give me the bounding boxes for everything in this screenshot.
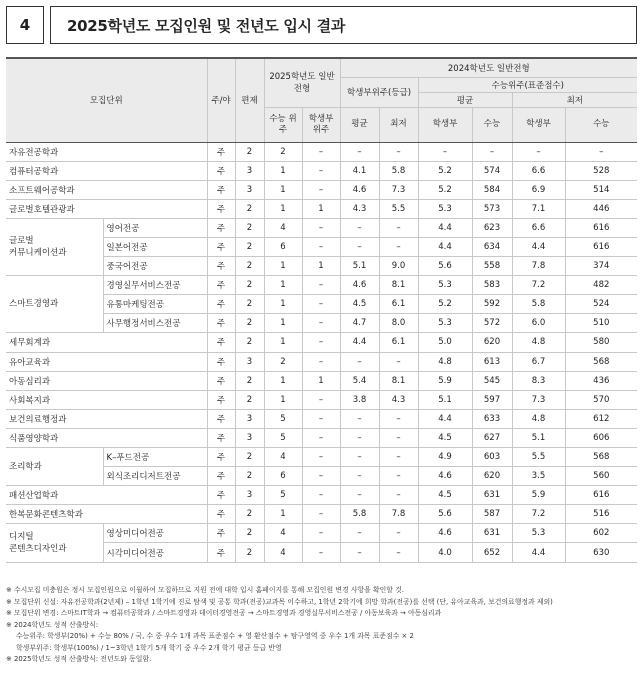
cell-s25: 1 — [264, 371, 302, 390]
cell-pj: 2 — [235, 448, 264, 467]
footnote: ※ 모집단위 신설: 자유전공학과(2년제) – 1학년 1학기에 진로 탐색 및 공통 학과(전공)교과목 이수하고, 1학년 2학기에 희망 학과(전공)를 선택 (단, 유아교육과, 보건의료행정과 제외) — [6, 597, 553, 606]
cell-dn: 주 — [207, 486, 235, 505]
header-suneung-standard: 수능위주(표준점수) — [418, 77, 637, 92]
cell-s25: 6 — [264, 467, 302, 486]
cell-ha: 5.8 — [340, 505, 379, 524]
cell-sm-h: 5.1 — [512, 428, 565, 447]
page-title: 2025학년도 모집인원 및 전년도 입시 결과 — [50, 6, 637, 44]
cell-s25: 5 — [264, 428, 302, 447]
cell-pj: 2 — [235, 543, 264, 562]
cell-ha: 4.7 — [340, 314, 379, 333]
cell-h25: – — [302, 276, 340, 295]
cell-sa-h: 5.2 — [418, 180, 472, 199]
cell-dn: 주 — [207, 371, 235, 390]
cell-hm: 8.0 — [379, 314, 418, 333]
header-unit: 모집단위 — [6, 58, 207, 142]
cell-sm-s: 560 — [565, 467, 637, 486]
cell-sm-s: 616 — [565, 218, 637, 237]
cell-sm-h: 6.0 — [512, 314, 565, 333]
footnote: ※ 2024학년도 성적 산출방식: — [6, 620, 99, 629]
header-student-record-focus: 학생부 위주 — [302, 107, 340, 142]
cell-sa-h: 5.9 — [418, 371, 472, 390]
cell-sa-h: – — [418, 142, 472, 161]
unit-name: 사회복지과 — [6, 390, 207, 409]
cell-dn: 주 — [207, 428, 235, 447]
cell-ha: – — [340, 543, 379, 562]
cell-dn: 주 — [207, 543, 235, 562]
header-grade-minimum: 최저 — [379, 107, 418, 142]
table-row — [6, 276, 637, 295]
department-group: 글로벌 커뮤니케이션과 — [6, 218, 103, 275]
cell-pj: 3 — [235, 486, 264, 505]
cell-sa-s: – — [472, 142, 512, 161]
page-header — [6, 6, 637, 44]
cell-sm-h: 7.3 — [512, 390, 565, 409]
cell-sm-s: 528 — [565, 161, 637, 180]
table-row — [6, 142, 637, 161]
cell-ha: – — [340, 237, 379, 256]
unit-name: 컴퓨터공학과 — [6, 161, 207, 180]
cell-sa-h: 5.0 — [418, 333, 472, 352]
footnote: ※ 2025학년도 성적 산출방식: 전년도와 동일함. — [6, 655, 152, 663]
footnote: ※ 모집단위 변경: 스마트IT학과 → 컴퓨터공학과 / 스마트경영과 데이터경영전공 → 스마트경영과 경영실무서비스전공 / 아동보육과 → 아동심리과 — [6, 609, 442, 617]
cell-sa-h: 4.8 — [418, 352, 472, 371]
header-avg-student-record: 학생부 — [418, 107, 472, 142]
cell-h25: – — [302, 409, 340, 428]
cell-dn: 주 — [207, 524, 235, 543]
cell-sa-s: 573 — [472, 199, 512, 218]
cell-h25: – — [302, 314, 340, 333]
cell-sm-s: 630 — [565, 543, 637, 562]
cell-dn: 주 — [207, 390, 235, 409]
unit-name: 사무행정서비스전공 — [103, 314, 207, 333]
cell-hm: 5.5 — [379, 199, 418, 218]
cell-ha: – — [340, 142, 379, 161]
cell-sm-h: 4.8 — [512, 333, 565, 352]
cell-sa-s: 634 — [472, 237, 512, 256]
table-row — [6, 371, 637, 390]
cell-s25: 2 — [264, 142, 302, 161]
cell-sa-h: 4.5 — [418, 486, 472, 505]
cell-hm: – — [379, 352, 418, 371]
cell-sm-h: 3.5 — [512, 467, 565, 486]
cell-sa-s: 545 — [472, 371, 512, 390]
cell-s25: 1 — [264, 180, 302, 199]
cell-pj: 2 — [235, 390, 264, 409]
header-suneung-minimum: 최저 — [512, 92, 637, 107]
cell-dn: 주 — [207, 314, 235, 333]
unit-name: 일본어전공 — [103, 237, 207, 256]
unit-name: 식품영양학과 — [6, 428, 207, 447]
unit-name: 유통마케팅전공 — [103, 295, 207, 314]
cell-sm-s: 616 — [565, 486, 637, 505]
cell-sm-h: 4.8 — [512, 409, 565, 428]
header-min-student-record: 학생부 — [512, 107, 565, 142]
cell-sa-s: 592 — [472, 295, 512, 314]
cell-ha: 4.3 — [340, 199, 379, 218]
cell-h25: – — [302, 543, 340, 562]
cell-sm-h: 7.8 — [512, 257, 565, 276]
cell-sa-h: 4.4 — [418, 237, 472, 256]
cell-s25: 4 — [264, 543, 302, 562]
cell-sm-h: 6.9 — [512, 180, 565, 199]
cell-h25: – — [302, 467, 340, 486]
header-suneung-average: 평균 — [418, 92, 512, 107]
cell-sm-s: 514 — [565, 180, 637, 199]
cell-ha: – — [340, 524, 379, 543]
table-row — [6, 352, 637, 371]
cell-ha: 5.1 — [340, 257, 379, 276]
cell-s25: 6 — [264, 237, 302, 256]
cell-pj: 3 — [235, 409, 264, 428]
cell-sm-h: 5.3 — [512, 524, 565, 543]
cell-sa-h: 5.6 — [418, 257, 472, 276]
cell-h25: – — [302, 448, 340, 467]
cell-hm: 8.1 — [379, 276, 418, 295]
cell-dn: 주 — [207, 467, 235, 486]
unit-name: 자유전공학과 — [6, 142, 207, 161]
cell-pj: 2 — [235, 257, 264, 276]
cell-h25: 1 — [302, 257, 340, 276]
table-row — [6, 524, 637, 543]
cell-dn: 주 — [207, 505, 235, 524]
cell-sm-h: 5.8 — [512, 295, 565, 314]
header-suneung-focus: 수능 위주 — [264, 107, 302, 142]
cell-hm: 6.1 — [379, 295, 418, 314]
cell-sa-s: 631 — [472, 486, 512, 505]
cell-h25: – — [302, 524, 340, 543]
cell-pj: 2 — [235, 524, 264, 543]
cell-pj: 2 — [235, 467, 264, 486]
cell-sm-h: 7.1 — [512, 199, 565, 218]
header-transfer: 편제 — [235, 58, 264, 142]
cell-ha: 5.4 — [340, 371, 379, 390]
cell-sa-s: 620 — [472, 333, 512, 352]
cell-dn: 주 — [207, 142, 235, 161]
cell-ha: 4.1 — [340, 161, 379, 180]
table-row — [6, 448, 637, 467]
cell-pj: 2 — [235, 371, 264, 390]
header-avg-suneung: 수능 — [472, 107, 512, 142]
cell-s25: 1 — [264, 505, 302, 524]
cell-pj: 2 — [235, 314, 264, 333]
cell-sm-s: 612 — [565, 409, 637, 428]
cell-sa-s: 584 — [472, 180, 512, 199]
unit-name: 소프트웨어공학과 — [6, 180, 207, 199]
cell-sa-h: 5.2 — [418, 161, 472, 180]
cell-sa-h: 4.5 — [418, 428, 472, 447]
unit-name: 영상미디어전공 — [103, 524, 207, 543]
cell-sm-h: 5.5 — [512, 448, 565, 467]
cell-pj: 3 — [235, 180, 264, 199]
cell-pj: 2 — [235, 218, 264, 237]
cell-sm-h: 7.2 — [512, 505, 565, 524]
footnote: 학생부위주: 학생부(100%) / 1~3학년 1학기 5개 학기 중 우수 2개 학기 평균 등급 반영 — [16, 643, 282, 652]
cell-hm: 9.0 — [379, 257, 418, 276]
table-row — [6, 180, 637, 199]
cell-s25: 1 — [264, 314, 302, 333]
cell-h25: – — [302, 218, 340, 237]
cell-s25: 1 — [264, 199, 302, 218]
cell-h25: – — [302, 295, 340, 314]
cell-ha: 4.6 — [340, 180, 379, 199]
cell-hm: 4.3 — [379, 390, 418, 409]
cell-sa-h: 4.6 — [418, 467, 472, 486]
cell-sm-s: 482 — [565, 276, 637, 295]
cell-s25: 1 — [264, 276, 302, 295]
footnotes — [6, 585, 637, 666]
cell-pj: 2 — [235, 505, 264, 524]
cell-hm: – — [379, 543, 418, 562]
cell-sm-s: – — [565, 142, 637, 161]
cell-h25: – — [302, 142, 340, 161]
department-group: 스마트경영과 — [6, 276, 103, 333]
admission-results-table — [6, 57, 637, 563]
unit-name: 중국어전공 — [103, 257, 207, 276]
cell-pj: 2 — [235, 199, 264, 218]
cell-sa-h: 4.9 — [418, 448, 472, 467]
cell-dn: 주 — [207, 295, 235, 314]
cell-sm-h: 4.4 — [512, 237, 565, 256]
cell-sm-h: – — [512, 142, 565, 161]
cell-dn: 주 — [207, 409, 235, 428]
cell-s25: 1 — [264, 390, 302, 409]
cell-sa-s: 631 — [472, 524, 512, 543]
table-row — [6, 161, 637, 180]
cell-h25: 1 — [302, 199, 340, 218]
unit-name: 글로벌호텔관광과 — [6, 199, 207, 218]
unit-name: 아동심리과 — [6, 371, 207, 390]
cell-sa-s: 597 — [472, 390, 512, 409]
cell-sa-s: 603 — [472, 448, 512, 467]
footnote: ※ 수시모집 미충원은 정시 모집인원으로 이월하여 모집하므로 지원 전에 대학 입시 홈페이지를 통해 모집인원 변경 사항을 확인할 것. — [6, 586, 404, 594]
cell-pj: 2 — [235, 295, 264, 314]
cell-h25: – — [302, 428, 340, 447]
table-row — [6, 199, 637, 218]
cell-pj: 3 — [235, 161, 264, 180]
unit-name: 패션산업학과 — [6, 486, 207, 505]
cell-sm-s: 516 — [565, 505, 637, 524]
cell-sa-h: 5.3 — [418, 199, 472, 218]
cell-sa-s: 583 — [472, 276, 512, 295]
cell-pj: 3 — [235, 428, 264, 447]
cell-dn: 주 — [207, 257, 235, 276]
cell-pj: 2 — [235, 237, 264, 256]
header-min-suneung: 수능 — [565, 107, 637, 142]
cell-ha: – — [340, 448, 379, 467]
cell-sm-s: 602 — [565, 524, 637, 543]
cell-s25: 4 — [264, 524, 302, 543]
cell-sm-s: 510 — [565, 314, 637, 333]
unit-name: 세무회계과 — [6, 333, 207, 352]
table-row — [6, 333, 637, 352]
cell-sm-h: 8.3 — [512, 371, 565, 390]
cell-sm-s: 568 — [565, 352, 637, 371]
cell-hm: – — [379, 142, 418, 161]
cell-sa-s: 572 — [472, 314, 512, 333]
cell-sa-s: 574 — [472, 161, 512, 180]
cell-hm: – — [379, 409, 418, 428]
cell-s25: 4 — [264, 448, 302, 467]
cell-ha: – — [340, 352, 379, 371]
cell-dn: 주 — [207, 276, 235, 295]
unit-name: 보건의료행정과 — [6, 409, 207, 428]
footnote: 수능위주: 학생부(20%) + 수능 80% / 국, 수 중 우수 1개 과목 표준점수 + 영 환산점수 + 탐구영역 중 우수 1개 과목 표준점수 × 2 — [16, 632, 414, 640]
cell-sa-h: 5.1 — [418, 390, 472, 409]
cell-s25: 1 — [264, 257, 302, 276]
table-row — [6, 218, 637, 237]
table-row — [6, 428, 637, 447]
cell-hm: 7.8 — [379, 505, 418, 524]
unit-name: 경영실무서비스전공 — [103, 276, 207, 295]
cell-sm-s: 524 — [565, 295, 637, 314]
cell-dn: 주 — [207, 333, 235, 352]
cell-sa-s: 587 — [472, 505, 512, 524]
cell-h25: – — [302, 505, 340, 524]
cell-h25: – — [302, 180, 340, 199]
cell-dn: 주 — [207, 161, 235, 180]
cell-sa-s: 620 — [472, 467, 512, 486]
cell-sm-s: 606 — [565, 428, 637, 447]
cell-sm-s: 570 — [565, 390, 637, 409]
department-group: 조리학과 — [6, 448, 103, 486]
cell-h25: – — [302, 352, 340, 371]
cell-s25: 1 — [264, 295, 302, 314]
cell-hm: – — [379, 218, 418, 237]
cell-sa-h: 5.6 — [418, 505, 472, 524]
cell-sm-s: 446 — [565, 199, 637, 218]
cell-sa-s: 627 — [472, 428, 512, 447]
cell-sm-s: 568 — [565, 448, 637, 467]
cell-sa-s: 623 — [472, 218, 512, 237]
unit-name: K–푸드전공 — [103, 448, 207, 467]
cell-dn: 주 — [207, 237, 235, 256]
cell-sa-s: 652 — [472, 543, 512, 562]
cell-pj: 2 — [235, 333, 264, 352]
cell-sa-h: 4.4 — [418, 409, 472, 428]
cell-h25: – — [302, 161, 340, 180]
cell-sm-s: 374 — [565, 257, 637, 276]
cell-h25: – — [302, 333, 340, 352]
cell-sa-s: 558 — [472, 257, 512, 276]
chapter-number: 4 — [6, 6, 44, 44]
cell-hm: – — [379, 467, 418, 486]
cell-sm-h: 4.4 — [512, 543, 565, 562]
cell-hm: 7.3 — [379, 180, 418, 199]
cell-hm: 8.1 — [379, 371, 418, 390]
unit-name: 유아교육과 — [6, 352, 207, 371]
cell-ha: – — [340, 467, 379, 486]
cell-h25: 1 — [302, 371, 340, 390]
cell-sa-s: 613 — [472, 352, 512, 371]
cell-sa-h: 5.2 — [418, 295, 472, 314]
cell-sa-s: 633 — [472, 409, 512, 428]
cell-ha: – — [340, 218, 379, 237]
cell-dn: 주 — [207, 352, 235, 371]
header-2024-result: 2024학년도 일반전형 — [340, 58, 637, 77]
cell-sm-s: 436 — [565, 371, 637, 390]
cell-h25: – — [302, 237, 340, 256]
header-student-record-grade: 학생부위주(등급) — [340, 77, 418, 107]
cell-hm: – — [379, 524, 418, 543]
cell-sa-h: 4.0 — [418, 543, 472, 562]
cell-ha: – — [340, 409, 379, 428]
cell-hm: – — [379, 237, 418, 256]
cell-sm-h: 6.6 — [512, 161, 565, 180]
cell-sa-h: 4.6 — [418, 524, 472, 543]
cell-sa-h: 5.3 — [418, 314, 472, 333]
cell-dn: 주 — [207, 199, 235, 218]
cell-sm-h: 6.6 — [512, 218, 565, 237]
cell-s25: 1 — [264, 161, 302, 180]
cell-pj: 2 — [235, 276, 264, 295]
cell-ha: – — [340, 428, 379, 447]
cell-ha: 3.8 — [340, 390, 379, 409]
cell-ha: – — [340, 486, 379, 505]
cell-dn: 주 — [207, 448, 235, 467]
cell-dn: 주 — [207, 218, 235, 237]
department-group: 디지털 콘텐츠디자인과 — [6, 524, 103, 562]
cell-sm-s: 580 — [565, 333, 637, 352]
unit-name: 영어전공 — [103, 218, 207, 237]
cell-pj: 2 — [235, 142, 264, 161]
cell-ha: 4.6 — [340, 276, 379, 295]
cell-sm-s: 616 — [565, 237, 637, 256]
cell-ha: 4.5 — [340, 295, 379, 314]
cell-sa-h: 5.3 — [418, 276, 472, 295]
unit-name: 외식조리디저트전공 — [103, 467, 207, 486]
cell-hm: 5.8 — [379, 161, 418, 180]
cell-sm-h: 6.7 — [512, 352, 565, 371]
header-day-night: 주/야 — [207, 58, 235, 142]
cell-ha: 4.4 — [340, 333, 379, 352]
header-2025-recruit: 2025학년도 일반전형 — [264, 58, 340, 107]
cell-dn: 주 — [207, 180, 235, 199]
cell-hm: 6.1 — [379, 333, 418, 352]
table-row — [6, 409, 637, 428]
header-grade-average: 평균 — [340, 107, 379, 142]
cell-s25: 2 — [264, 352, 302, 371]
cell-s25: 4 — [264, 218, 302, 237]
cell-sm-h: 5.9 — [512, 486, 565, 505]
cell-sm-h: 7.2 — [512, 276, 565, 295]
cell-pj: 3 — [235, 352, 264, 371]
cell-hm: – — [379, 448, 418, 467]
table-row — [6, 486, 637, 505]
unit-name: 시각미디어전공 — [103, 543, 207, 562]
cell-h25: – — [302, 390, 340, 409]
unit-name: 한복문화콘텐츠학과 — [6, 505, 207, 524]
cell-s25: 1 — [264, 333, 302, 352]
table-row — [6, 390, 637, 409]
cell-h25: – — [302, 486, 340, 505]
cell-s25: 5 — [264, 486, 302, 505]
cell-hm: – — [379, 486, 418, 505]
cell-sa-h: 4.4 — [418, 218, 472, 237]
cell-s25: 5 — [264, 409, 302, 428]
cell-hm: – — [379, 428, 418, 447]
table-row — [6, 505, 637, 524]
